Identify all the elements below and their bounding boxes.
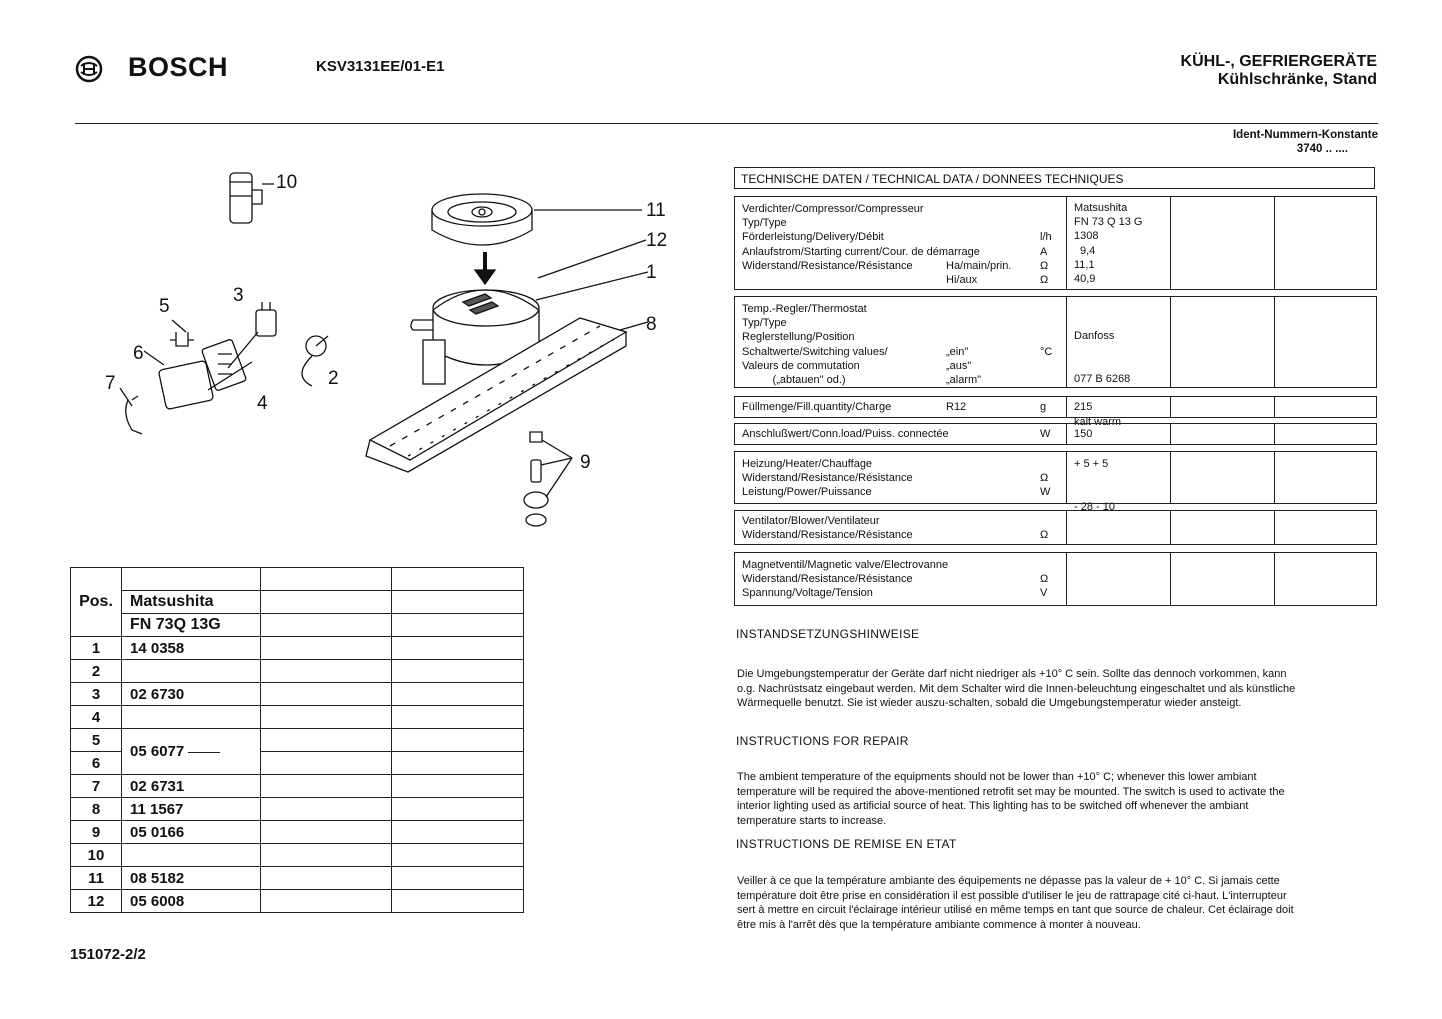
spec-sublabel: „aus" (946, 359, 972, 372)
repair-de-text: Die Umgebungstemperatur der Geräte darf nicht niedriger als +10° C sein. Sollte das dennoch vorkommen, kann o.g. Nachrüstsatz eingebaut werden. Mit dem Schalter wird die Innen-beleuchtung eingeschaltet und als künstliche Wärmequelle benutzt. Sie ist wieder auszu-schalten, sobald die Umgebungstemperatur wieder ansteigt. (737, 668, 1296, 709)
table-row (71, 591, 524, 614)
compressor-cover-icon (432, 194, 532, 245)
callout-12: 12 (646, 230, 668, 251)
pos-cell: 7 (71, 775, 122, 798)
table-row (71, 683, 524, 706)
part-number-cell: 02 6730 (122, 683, 261, 706)
pos-cell: 9 (71, 821, 122, 844)
valve-spec-box (734, 552, 1377, 606)
callout-11: 11 (646, 200, 666, 221)
spec-label: Heizung/Heater/Chauffage (742, 458, 873, 470)
spec-label: Widerstand/Resistance/Résistance (742, 529, 913, 542)
spec-unit: Ω (1040, 529, 1049, 542)
spec-unit: V (1040, 587, 1048, 600)
callout-10: 10 (276, 172, 298, 193)
spec-label: („abtauen" od.) (742, 373, 846, 386)
pos-cell: 6 (71, 752, 122, 775)
blower-spec-box (734, 510, 1377, 545)
callout-6: 6 (133, 343, 144, 364)
ident-block (1233, 128, 1378, 156)
part-number-cell (122, 844, 261, 867)
part-number-cell: 11 1567 (122, 798, 261, 821)
exploded-parts-diagram (90, 160, 690, 540)
pos-cell: 10 (71, 844, 122, 867)
repair-fr-text: Veiller à ce que la température ambiante des équipements ne dépasse pas la valeur de + 10° C. Si jamais cette température doit être prise en considération il est possible d'utiliser le jeu de rattrapage cité ci-haut. L'interrupteur sert à mettre en circuit l'éclairage intérieur utilisé en même temps en tant que source de chaleur. Cet éclairage doit être mis à l'arrêt dès que la température ambiante commence à monter à nouveau. (737, 875, 1294, 931)
spec-value: 9,4 (1080, 244, 1096, 257)
category-line-2: Kühlschränke, Stand (1217, 71, 1377, 88)
spec-value: 215 (1074, 401, 1093, 413)
spec-label: Widerstand/Resistance/Résistance (742, 472, 913, 485)
lamp-part-icon (302, 336, 326, 386)
pos-cell: 4 (71, 706, 122, 729)
spec-unit: Ω (1040, 259, 1049, 272)
spec-value: FN 73 Q 13 G (1074, 216, 1143, 229)
repair-de-title: INSTANDSETZUNGSHINWEISE (736, 627, 920, 641)
spec-value: 11,1 (1074, 258, 1095, 271)
table-row (71, 637, 524, 660)
spec-unit: W (1040, 428, 1051, 440)
spec-sublabel: „ein" (946, 345, 969, 358)
spec-label: Leistung/Power/Puissance (742, 486, 872, 499)
compressor-values (1066, 197, 1170, 289)
spec-unit: l/h (1040, 231, 1052, 244)
spec-unit: A (1040, 245, 1048, 258)
pos-cell: 5 (71, 729, 122, 752)
spec-unit: Ω (1040, 472, 1049, 485)
part-number-cell (122, 660, 261, 683)
shared-part-number: 05 6077 (130, 743, 185, 760)
spec-unit: Ω (1040, 273, 1049, 286)
spec-label: Temp.-Regler/Thermostat (742, 303, 867, 315)
overload-part-icon (158, 360, 213, 409)
table-row (71, 821, 524, 844)
spec-label: Füllmenge/Fill.quantity/Charge (742, 401, 892, 413)
spec-value: 40,9 (1074, 272, 1096, 285)
callout-4: 4 (257, 393, 268, 414)
charge-spec-box (734, 396, 1377, 418)
brand-name: BOSCH (128, 52, 229, 82)
spec-value: 150 (1074, 428, 1093, 440)
spec-label: Typ/Type (742, 217, 787, 230)
table-row (71, 844, 524, 867)
pos-cell: 8 (71, 798, 122, 821)
table-row (71, 798, 524, 821)
spec-unit: W (1040, 486, 1051, 499)
table-row (71, 867, 524, 890)
pos-header: Pos. (71, 568, 122, 637)
table-row (71, 568, 524, 591)
compressor-labels (735, 197, 1066, 289)
spec-sublabel: Ha/main/prin. (946, 259, 1012, 272)
thermostat-labels (735, 297, 1066, 387)
spec-value: - 28 - 10 (1074, 500, 1115, 513)
spec-label: Schaltwerte/Switching values/ (742, 345, 888, 358)
callout-5: 5 (159, 296, 170, 317)
pos-cell: 1 (71, 637, 122, 660)
bracket-part-icon (126, 396, 142, 434)
callout-3: 3 (233, 285, 244, 306)
model-column-header: FN 73Q 13G (122, 614, 261, 637)
callout-1: 1 (646, 262, 657, 283)
pos-cell: 12 (71, 890, 122, 913)
connected-load-box (734, 423, 1377, 445)
pos-cell: 3 (71, 683, 122, 706)
table-row (71, 775, 524, 798)
repair-fr-title: INSTRUCTIONS DE REMISE EN ETAT (736, 837, 957, 851)
spec-label: Magnetventil/Magnetic valve/Electrovanne (742, 559, 949, 571)
spec-label: Reglerstellung/Position (742, 331, 855, 344)
bosch-logo-icon (75, 55, 103, 83)
spec-label: Valeurs de commutation (742, 359, 860, 372)
part-number-cell: 02 6731 (122, 775, 261, 798)
spec-label: Typ/Type (742, 317, 787, 330)
parts-table (70, 567, 524, 913)
spec-unit: °C (1040, 345, 1053, 358)
part-number-cell: 05 0166 (122, 821, 261, 844)
spec-value: Danfoss (1074, 330, 1115, 343)
model-number: KSV3131EE/01-E1 (316, 58, 445, 75)
part-number-cell-shared (122, 729, 261, 775)
brand-column-header: Matsushita (122, 591, 261, 614)
part-number-cell: 14 0358 (122, 637, 261, 660)
pos-cell: 2 (71, 660, 122, 683)
spec-label: Spannung/Voltage/Tension (742, 587, 873, 600)
ident-value: 3740 .. .... (1296, 143, 1348, 155)
pos-cell: 11 (71, 867, 122, 890)
spec-label: Verdichter/Compressor/Compresseur (742, 203, 924, 215)
table-row (71, 729, 524, 752)
spec-value: 077 B 6268 (1074, 373, 1131, 385)
spec-label: Anlaufstrom/Starting current/Cour. de démarrage (742, 245, 980, 258)
spec-label: Förderleistung/Delivery/Débit (742, 231, 884, 244)
part-number-cell (122, 706, 261, 729)
heater-spec-box (734, 451, 1377, 504)
repair-en-text: The ambient temperature of the equipments should not be lower than +10° C; whenever this lower ambiant temperature will be required the above-mentioned retrofit set may be mounted. The switch is used to activate the interior lighting used as artificial source of heat. This lighting has to be switched off whenever the ambiant temperature starts to increase. (737, 771, 1285, 827)
spec-label: Widerstand/Resistance/Résistance (742, 259, 913, 272)
table-row (71, 706, 524, 729)
table-row (71, 614, 524, 637)
capacitor-part-icon (230, 173, 262, 223)
category-heading (1181, 53, 1377, 89)
spec-value: + 5 + 5 (1074, 458, 1109, 471)
spec-value: Matsushita (1074, 202, 1128, 214)
clip-part-icon (170, 332, 194, 346)
ident-label: Ident-Nummern-Konstante (1232, 129, 1378, 141)
document-code: 151072-2/2 (70, 946, 146, 963)
technical-data-title: TECHNISCHE DATEN / TECHNICAL DATA / DONNEES TECHNIQUES (734, 167, 1375, 189)
spec-label: Widerstand/Resistance/Résistance (742, 573, 913, 586)
callout-2: 2 (328, 368, 339, 389)
spec-sublabel: Hi/aux (946, 273, 978, 286)
spec-unit: g (1040, 401, 1047, 413)
part-number-cell: 08 5182 (122, 867, 261, 890)
spec-value: kalt warm (1074, 415, 1122, 428)
category-line-1: KÜHL-, GEFRIERGERÄTE (1180, 53, 1377, 70)
header-divider (75, 123, 1378, 124)
part-number-cell: 05 6008 (122, 890, 261, 913)
callout-8: 8 (646, 314, 657, 335)
switch-part-icon (256, 302, 276, 336)
spec-label: Anschlußwert/Conn.load/Puiss. connectée (742, 428, 949, 440)
table-row (71, 890, 524, 913)
spec-sublabel: „alarm" (946, 373, 982, 386)
mounting-bolt-icon (524, 432, 548, 526)
compressor-spec-box (734, 196, 1377, 290)
spec-unit: Ω (1040, 573, 1049, 586)
table-row (71, 660, 524, 683)
spec-label: Ventilator/Blower/Ventilateur (742, 515, 880, 527)
callout-9: 9 (580, 452, 591, 473)
repair-en-title: INSTRUCTIONS FOR REPAIR (736, 734, 909, 748)
callout-7: 7 (105, 373, 116, 394)
spec-value: 1308 (1074, 230, 1099, 243)
spec-sublabel: R12 (946, 401, 967, 413)
